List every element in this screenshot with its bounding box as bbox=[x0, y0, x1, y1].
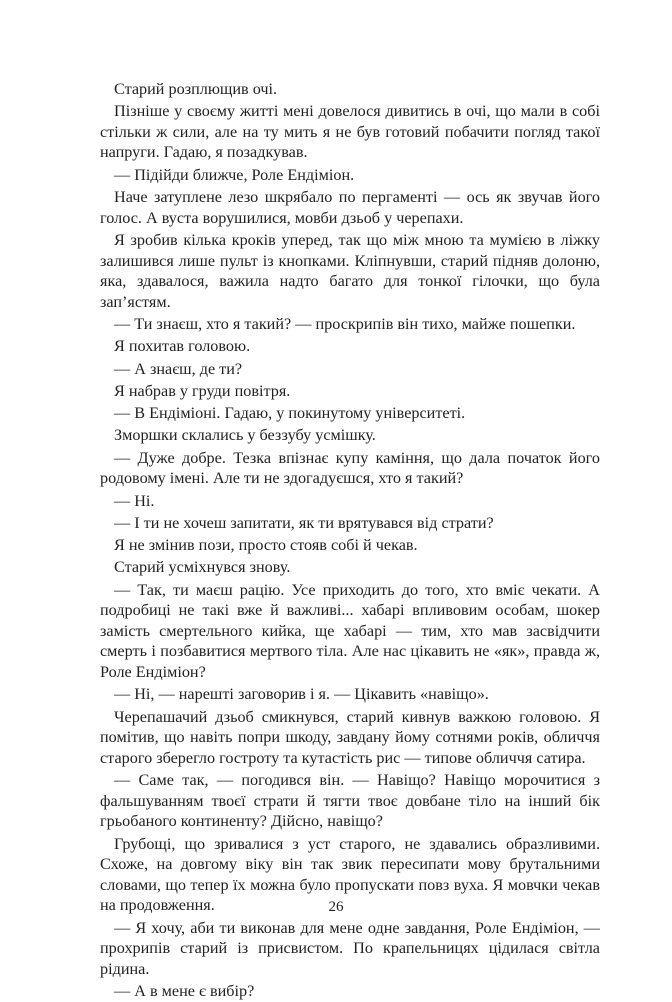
paragraph: Пізніше у своєму житті мені довелося дивитись в очі, що мали в собі стільки ж сили, але на ту мить я не був готовий побачити погляд такої напруги. Гадаю, я позадкував. bbox=[100, 102, 600, 162]
paragraph: — В Ендіміоні. Гадаю, у покинутому університеті. bbox=[114, 404, 466, 423]
body-text bbox=[100, 79, 600, 1002]
paragraph: — Ні. bbox=[114, 491, 155, 510]
paragraph: Я набрав у груди повітря. bbox=[114, 381, 291, 400]
page-number: 26 bbox=[328, 899, 344, 915]
paragraph: Старий розплющив очі. bbox=[114, 80, 278, 98]
paragraph: — Ні, — нарешті заговорив і я. — Цікавить «навіщо». bbox=[114, 685, 489, 704]
paragraph: Я зробив кілька кроків уперед, так що між мною та мумією в ліжку залишився лише пульт із кнопками. Кліпнувши, старий підняв долоню, яка, здавалося, важила надто багато для тонкої гілочки, що була зап’ястям. bbox=[100, 230, 600, 311]
paragraph: — Ти знаєш, хто я такий? — проскрипів він тихо, майже пошепки. bbox=[114, 314, 576, 333]
paragraph: Старий усміхнувся знову. bbox=[114, 558, 291, 577]
paragraph: Зморшки склались у беззубу усмішку. bbox=[114, 426, 376, 445]
paragraph: — Дуже добре. Тезка впізнає купу каміння, що дала початок його родовому імені. Але ти не здогадуєшся, хто я такий? bbox=[100, 448, 600, 488]
paragraph: Грубощі, що зривалися з уст старого, не здавались образливими. Схоже, на довгому віку він так звик пересипати мову брутальними словами, що тепер їх можна було пропускати повз вуха. Я мовчки чекав на продовження. bbox=[100, 834, 600, 915]
paragraph: — А знаєш, де ти? bbox=[114, 359, 243, 378]
paragraph: — І ти не хочеш запитати, як ти врятувався від страти? bbox=[114, 513, 494, 532]
paragraph: Я не змінив пози, просто стояв собі й чекав. bbox=[114, 536, 418, 555]
paragraph: — Я хочу, аби ти виконав для мене одне завдання, Роле Ендіміон, — прохрипів старий із присвистом. По крапельницях цідилася світла рідина. bbox=[100, 918, 600, 978]
paragraph: — Підійди ближче, Роле Ендіміон. bbox=[114, 165, 355, 184]
paragraph: Наче затуплене лезо шкрябало по пергаменті — ось як звучав його голос. А вуста ворушилися, мовби дзьоб у черепахи. bbox=[100, 188, 600, 227]
paragraph: Я похитав головою. bbox=[114, 337, 251, 356]
paragraph: — Саме так, — погодився він. — Навіщо? Навіщо морочитися з фальшуванням твоєї страти й тягти твоє довбане тіло на інший бік грьобаного континенту? Дійсно, навіщо? bbox=[100, 771, 600, 831]
paragraph: — Так, ти маєш рацію. Усе приходить до того, хто вміє чекати. А подробиці не такі вже й важливі... хабарі впливовим особам, шокер замість смертельного кийка, ще хабарі — тим, хто мав засвідчити смерть і позбавитися мертвого тіла. Але нас цікавить не «як», правда ж, Роле Ендіміон? bbox=[100, 580, 600, 682]
paragraph: Черепашачий дзьоб смикнувся, старий кивнув важкою головою. Я помітив, що навіть попри шкоду, завдану йому сотнями років, обличчя старого зберегло гостроту та кутастість рис — типове обличчя сатира. bbox=[100, 707, 600, 767]
paragraph: — А в мене є вибір? bbox=[114, 982, 255, 1001]
